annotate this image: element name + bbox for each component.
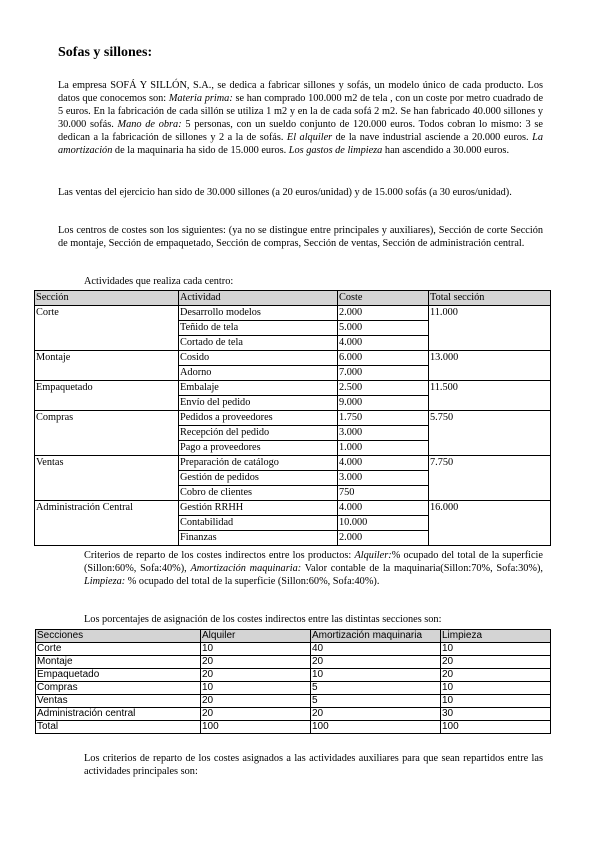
table-cell: 10 xyxy=(201,643,311,656)
table-cell: Total xyxy=(36,721,201,734)
section-cell: Montaje xyxy=(35,351,179,381)
table-cell: 30 xyxy=(441,708,551,721)
table-cell: 20 xyxy=(311,708,441,721)
criteria-text: % ocupado del total de la superficie (Sillon:60%, Sofa:40%), xyxy=(84,550,543,574)
cost-cell: 2.000 xyxy=(338,306,429,321)
table-cell: 10 xyxy=(441,682,551,695)
depreciation-criteria-label: Amortización maquinaria: xyxy=(190,563,302,574)
cost-centers-paragraph: Los centros de costes son los siguientes: (ya no se distingue entre principales y auxiliares), Sección de corte Sección de montaje, Sección de empaquetado, Sección de compras, Sección de ventas, Sección de administración central. xyxy=(58,225,543,249)
cost-cell: 2.000 xyxy=(338,531,429,546)
cleaning-label: Los gastos de limpieza xyxy=(288,145,383,156)
column-header: Secciones xyxy=(36,630,201,643)
activity-cell: Contabilidad xyxy=(179,516,338,531)
table-cell: Administración central xyxy=(36,708,201,721)
cost-cell: 3.000 xyxy=(338,471,429,486)
section-cell: Administración Central xyxy=(35,501,179,546)
intro-text: de la maquinaria ha sido de 15.000 euros. xyxy=(112,145,289,156)
table-cell: 20 xyxy=(201,708,311,721)
table-cell: 10 xyxy=(311,669,441,682)
activity-cell: Preparación de catálogo xyxy=(179,456,338,471)
table-cell: 100 xyxy=(311,721,441,734)
percentages-table xyxy=(35,629,551,734)
activity-cell: Adorno xyxy=(179,366,338,381)
section-cell: Compras xyxy=(35,411,179,456)
column-header: Coste xyxy=(338,291,429,306)
table-cell: 5 xyxy=(311,695,441,708)
table-row xyxy=(35,456,551,471)
intro-text: de la nave industrial asciende a 20.000 euros. xyxy=(332,132,533,143)
activity-cell: Gestión de pedidos xyxy=(179,471,338,486)
table-cell: 20 xyxy=(441,656,551,669)
column-header: Amortización maquinaria xyxy=(311,630,441,643)
table-row xyxy=(36,669,551,682)
table-cell: 5 xyxy=(311,682,441,695)
cost-cell: 4.000 xyxy=(338,456,429,471)
table-cell: Empaquetado xyxy=(36,669,201,682)
table-cell: 20 xyxy=(201,656,311,669)
table-row xyxy=(35,501,551,516)
activity-cell: Teñido de tela xyxy=(179,321,338,336)
rent-label: El alquiler xyxy=(286,132,333,143)
table-cell: 20 xyxy=(441,669,551,682)
intro-text: 5 personas, con un sueldo conjunto de 120.000 euros. Todos cobran lo mismo: 3 se dedican a la fabricación de sillones y 2 a la de sofás. xyxy=(58,119,543,143)
column-header: Alquiler xyxy=(201,630,311,643)
column-header: Sección xyxy=(35,291,179,306)
criteria-text: % ocupado del total de la superficie (Sillon:60%, Sofa:40%). xyxy=(125,576,380,587)
activity-cell: Desarrollo modelos xyxy=(179,306,338,321)
intro-text: se han comprado 100.000 m2 de tela , con un coste por metro cuadrado de 5 euros. En la fabricación de cada sillón se utiliza 1 m2 y en la de cada sofá 2 m2. Se han fabricado 40.000 sillones y 30.000 sofás. xyxy=(58,93,544,130)
table-cell: Compras xyxy=(36,682,201,695)
raw-material-label: Materia prima: xyxy=(168,93,233,104)
intro-text: han ascendido a 30.000 euros. xyxy=(382,145,510,156)
intro-paragraph xyxy=(58,79,543,157)
activity-cell: Embalaje xyxy=(179,381,338,396)
section-cell: Empaquetado xyxy=(35,381,179,411)
cost-cell: 4.000 xyxy=(338,501,429,516)
percentages-caption: Los porcentajes de asignación de los costes indirectos entre las distintas secciones son: xyxy=(84,614,442,625)
criteria-text: Criterios de reparto de los costes indirectos entre los productos: xyxy=(84,550,355,561)
sales-paragraph: Las ventas del ejercicio han sido de 30.000 sillones (a 20 euros/unidad) y de 15.000 sofás (a 30 euros/unidad). xyxy=(58,187,512,198)
depreciation-label: La amortización xyxy=(58,132,543,156)
rent-criteria-label: Alquiler: xyxy=(354,550,392,561)
table-cell: Montaje xyxy=(36,656,201,669)
activity-cell: Pedidos a proveedores xyxy=(179,411,338,426)
section-cell: Corte xyxy=(35,306,179,351)
table-row xyxy=(36,682,551,695)
table-row xyxy=(35,306,551,321)
table-row xyxy=(35,381,551,396)
table-cell: 100 xyxy=(201,721,311,734)
section-total-cell: 16.000 xyxy=(429,501,551,546)
page-title: Sofas y sillones: xyxy=(58,45,153,60)
table-row xyxy=(36,656,551,669)
section-total-cell: 7.750 xyxy=(429,456,551,501)
table-cell: 10 xyxy=(201,682,311,695)
activities-table xyxy=(34,290,551,546)
section-total-cell: 11.500 xyxy=(429,381,551,411)
activity-cell: Recepción del pedido xyxy=(179,426,338,441)
activity-cell: Cortado de tela xyxy=(179,336,338,351)
criteria-paragraph xyxy=(84,549,543,588)
table-cell: 20 xyxy=(201,669,311,682)
section-total-cell: 5.750 xyxy=(429,411,551,456)
activity-cell: Pago a proveedores xyxy=(179,441,338,456)
cost-cell: 3.000 xyxy=(338,426,429,441)
activity-cell: Cosido xyxy=(179,351,338,366)
activity-cell: Gestión RRHH xyxy=(179,501,338,516)
labor-label: Mano de obra: xyxy=(117,119,182,130)
table-cell: 40 xyxy=(311,643,441,656)
cost-cell: 7.000 xyxy=(338,366,429,381)
activity-cell: Envío del pedido xyxy=(179,396,338,411)
cost-cell: 5.000 xyxy=(338,321,429,336)
intro-text: La empresa SOFÁ Y SILLÓN, S.A., se dedica a fabricar sillones y sofás, un modelo único de cada producto. Los datos que conocemos son: xyxy=(58,80,543,104)
table-row xyxy=(35,351,551,366)
cost-cell: 9.000 xyxy=(338,396,429,411)
table-cell: Corte xyxy=(36,643,201,656)
table-cell: 10 xyxy=(441,643,551,656)
activities-caption: Actividades que realiza cada centro: xyxy=(84,276,234,287)
cleaning-criteria-label: Limpieza: xyxy=(84,576,126,587)
cost-cell: 1.750 xyxy=(338,411,429,426)
table-cell: Ventas xyxy=(36,695,201,708)
column-header: Limpieza xyxy=(441,630,551,643)
activity-cell: Finanzas xyxy=(179,531,338,546)
table-cell: 10 xyxy=(441,695,551,708)
final-paragraph: Los criterios de reparto de los costes asignados a las actividades auxiliares para que sean repartidos entre las actividades principales son: xyxy=(84,753,543,777)
criteria-text: Valor contable de la maquinaria(Sillon:70%, Sofa:30%), xyxy=(301,563,543,574)
cost-cell: 10.000 xyxy=(338,516,429,531)
table-row xyxy=(36,695,551,708)
activity-cell: Cobro de clientes xyxy=(179,486,338,501)
cost-cell: 4.000 xyxy=(338,336,429,351)
table-cell: 20 xyxy=(311,656,441,669)
table-row xyxy=(35,411,551,426)
cost-cell: 1.000 xyxy=(338,441,429,456)
table-row xyxy=(36,708,551,721)
cost-cell: 750 xyxy=(338,486,429,501)
table-cell: 20 xyxy=(201,695,311,708)
table-row xyxy=(36,643,551,656)
column-header: Actividad xyxy=(179,291,338,306)
column-header: Total sección xyxy=(429,291,551,306)
table-cell: 100 xyxy=(441,721,551,734)
section-cell: Ventas xyxy=(35,456,179,501)
cost-cell: 2.500 xyxy=(338,381,429,396)
table-row xyxy=(36,721,551,734)
cost-cell: 6.000 xyxy=(338,351,429,366)
section-total-cell: 13.000 xyxy=(429,351,551,381)
section-total-cell: 11.000 xyxy=(429,306,551,351)
